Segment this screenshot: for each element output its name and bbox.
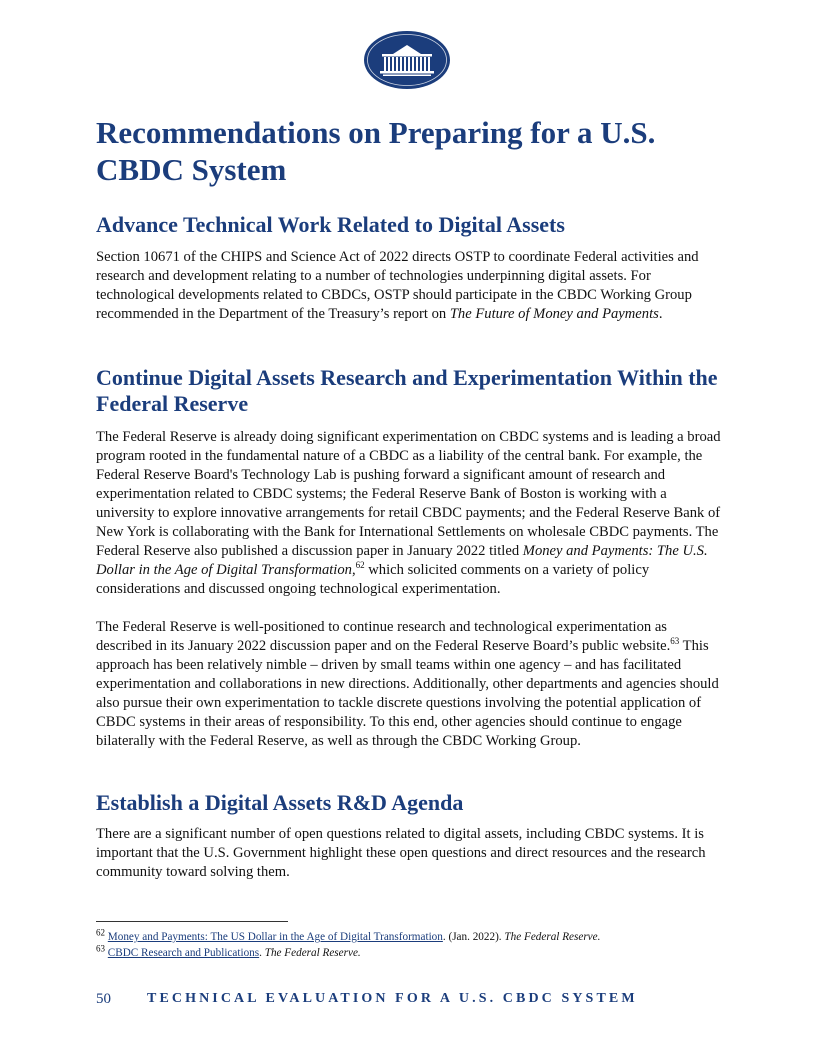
- footnote-ref-62[interactable]: 62: [355, 560, 365, 571]
- page-title: Recommendations on Preparing for a U.S. CBDC System: [96, 115, 656, 187]
- footnote-62: $^{62}$ Money and Payments: The US Dollar in the Age of Digital Transformation. (Jan. 2022). The Federal Reserve.: [96, 927, 601, 943]
- paragraph-federal-reserve-1: The Federal Reserve is already doing significant experimentation on CBDC systems and is leading a broad program rooted in the fundamental nature of a CBDC as a liability of the central bank. For example, the Federal Reserve Board's Technology Lab is pushing forward a significant amount of research and experimentation related to CBDC systems; the Federal Reserve Bank of Boston is working with a university to explore innovative arrangements for retail CBDC payments; and the Federal Reserve Bank of New York is collaborating with the Bank for International Settlements on wholesale CBDC payments. The Federal Reserve also published a discussion paper in January 2022 titled Money and Payments: The U.S. Dollar in the Age of Digital Transformation,$^{62}$ which solicited comments on a variety of policy considerations and discussed ongoing technological experimentation.: [96, 429, 721, 597]
- page-number: 50: [96, 991, 111, 1007]
- footnote-ref-63[interactable]: 63: [670, 636, 680, 647]
- footnote-divider: [96, 921, 288, 922]
- section-heading-rd-agenda: Establish a Digital Assets R&D Agenda: [96, 790, 464, 815]
- section-heading-federal-reserve: Continue Digital Assets Research and Experimentation Within the Federal Reserve: [96, 365, 718, 416]
- italic-title: Money and Payments: The U.S. Dollar in the Age of Digital Transformation: [96, 543, 708, 578]
- paragraph-federal-reserve-2: The Federal Reserve is well-positioned to continue research and technological experimentation as described in its January 2022 discussion paper and on the Federal Reserve Board’s public website.$^{63}$ This approach has been relatively nimble – driven by small teams within one agency – and has facilitated experimentation and collaborations in new directions. Additionally, other departments and agencies should also pursue their own experimentation to tackle discrete questions involving the potential application of CBDC systems in their areas of responsibility. To this end, other agencies should continue to engage bilaterally with the Federal Reserve, as well as through the CBDC Working Group.: [96, 619, 719, 749]
- footnote-62-link[interactable]: Money and Payments: The US Dollar in the Age of Digital Transformation: [107, 931, 443, 943]
- white-house-seal-icon: [363, 30, 451, 90]
- footnote-63: $^{63}$ CBDC Research and Publications. The Federal Reserve.: [96, 943, 361, 959]
- paragraph-technical-work: Section 10671 of the CHIPS and Science Act of 2022 directs OSTP to coordinate Federal activities and research and development relating to a number of technologies underpinning digital assets. For technological developments related to CBDCs, OSTP should participate in the CBDC Working Group recommended in the Department of the Treasury’s report on The Future of Money and Payments.: [96, 249, 699, 322]
- running-footer-title: TECHNICAL EVALUATION FOR A U.S. CBDC SYSTEM: [147, 991, 638, 1006]
- footnote-63-link[interactable]: CBDC Research and Publications: [107, 947, 260, 959]
- section-heading-technical-work: Advance Technical Work Related to Digital Assets: [96, 212, 565, 237]
- paragraph-rd-agenda: There are a significant number of open questions related to digital assets, including CBDC systems. It is important that the U.S. Government highlight these open questions and direct resources and the research community toward solving them.: [96, 826, 706, 880]
- italic-title: The Future of Money and Payments: [449, 306, 659, 322]
